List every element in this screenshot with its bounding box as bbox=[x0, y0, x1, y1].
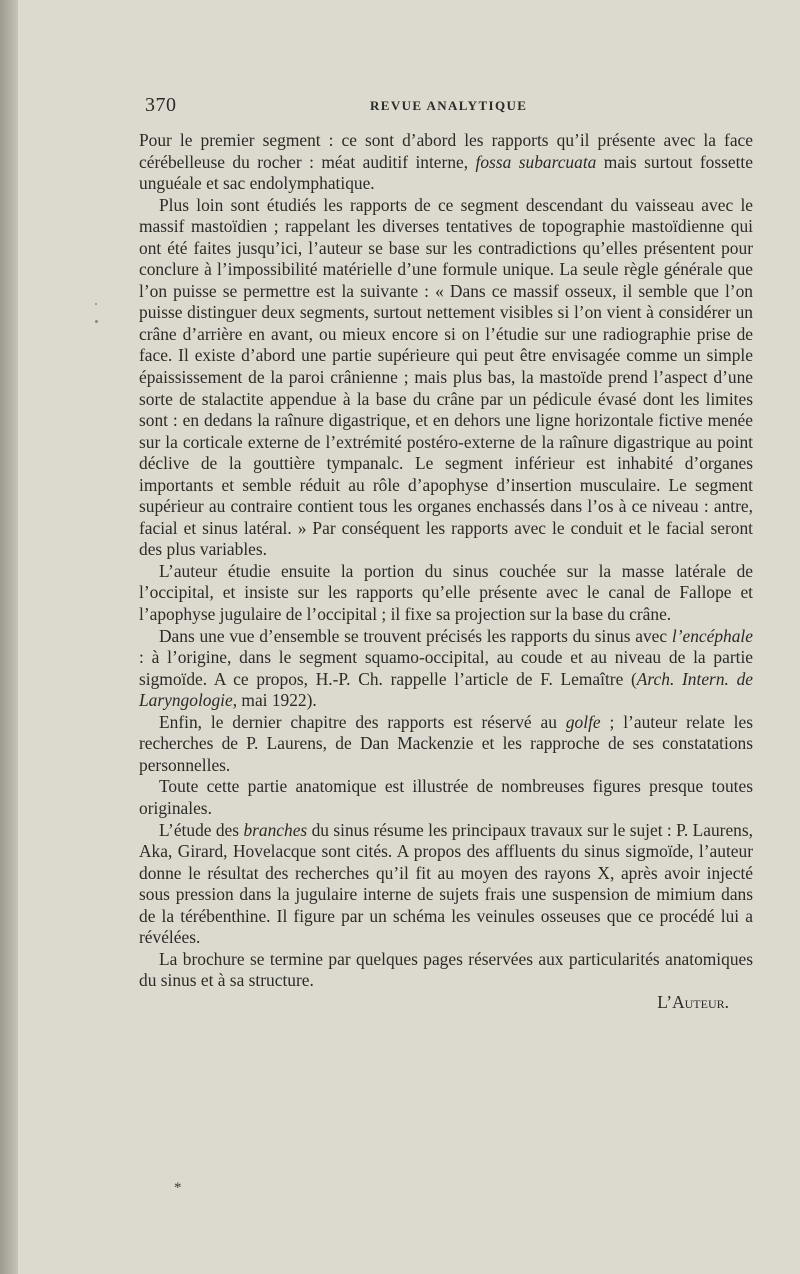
running-title: REVUE ANALYTIQUE bbox=[370, 98, 528, 113]
page-header bbox=[145, 94, 755, 118]
paragraph: La brochure se termine par quelques pages réservées aux particularités anatomiques du sinus et à sa structure. bbox=[139, 948, 753, 991]
paragraph: Pour le premier segment : ce sont d’abord les rapports qu’il présente avec la face cérébelleuse du rocher : méat auditif interne, fossa subarcuata mais surtout fossette unguéale et sac endolymphatique. bbox=[139, 130, 753, 194]
journal-title: Arch. Intern. de Laryngologie bbox=[139, 668, 753, 711]
page-gutter bbox=[0, 0, 18, 1274]
italic-term: branches bbox=[243, 819, 308, 840]
italic-term: l’encéphale bbox=[671, 625, 753, 646]
author-signature: L’Auteur. bbox=[657, 991, 729, 1012]
paragraph: L’auteur étudie ensuite la portion du sinus couchée sur la masse latérale de l’occipital, et insiste sur les rapports qu’elle présente avec le canal de Fallope et l’apophyse jugulaire de l’occipital ; il fixe sa projection sur la base du crâne. bbox=[139, 560, 753, 625]
italic-term: golfe bbox=[565, 711, 601, 732]
footer-mark: * bbox=[174, 1180, 182, 1196]
paragraph: Enfin, le dernier chapitre des rapports est réservé au golfe ; l’auteur relate les recherches de P. Laurens, de Dan Mackenzie et les rapproche de ses constatations personnelles. bbox=[139, 711, 753, 775]
paragraph: L’étude des branches du sinus résume les principaux travaux sur le sujet : P. Laurens, Aka, Girard, Hovelacque sont cités. A propos des affluents du sinus sigmoïde, l’auteur donne le résultat des recherches qu’il fit au moyen des rayons X, après avoir injecté sous pression dans la jugulaire interne de sujets frais une suspension de mimium dans de la térébenthine. Il figure par un schéma les veinules osseuses que ce procédé lui a révélées. bbox=[139, 819, 753, 948]
paper-speck bbox=[95, 320, 98, 323]
paper-speck bbox=[95, 303, 97, 305]
page-number: 370 bbox=[145, 94, 177, 116]
italic-term: fossa subarcuata bbox=[475, 151, 597, 172]
paragraph: Plus loin sont étudiés les rapports de ce segment descendant du vaisseau avec le massif mastoïdien ; rappelant les diverses tentatives de topographie mastoïdienne qui ont été faites jusqu’ici, l’auteur se base sur les contradictions qu’elles présentent pour conclure à l’impossibilité matérielle d’une formule unique. La seule règle générale que l’on puisse se permettre est la suivante : « Dans ce massif osseux, il semble que l’on puisse distinguer deux segments, surtout nettement visibles si l’on vient à considérer un crâne d’arrière en avant, ou mieux encore si on l’étudie sur une radiographie prise de face. Il existe d’abord une partie supérieure qui peut être envisagée comme un simple épaississement de la paroi crânienne ; mais plus bas, la mastoïde prend l’aspect d’une sorte de stalactite appendue à la base du crâne par un pédicule évasé dont les limites sont : en dedans la raînure digastrique, et en dehors une ligne horizontale fictive menée sur la corticale externe de l’extrémité postéro-externe de la raînure digastrique au point déclive de la gouttière tympanalc. Le segment inférieur est inhabité d’organes importants et semble réduit au rôle d’apophyse d’insertion musculaire. Le segment supérieur au contraire contient tous les organes enchassés dans l’os à ce niveau : antre, facial et sinus latéral. » Par conséquent les rapports avec le conduit et le facial seront des plus variables. bbox=[139, 194, 753, 560]
paragraph: Toute cette partie anatomique est illustrée de nombreuses figures presque toutes originales. bbox=[139, 776, 753, 818]
paragraph: Dans une vue d’ensemble se trouvent précisés les rapports du sinus avec l’encéphale : à l’origine, dans le segment squamo-occipital, au coude et au niveau de la partie sigmoïde. A ce propos, H.-P. Ch. rappelle l’article de F. Lemaître (Arch. Intern. de Laryngologie, mai 1922). bbox=[139, 625, 753, 711]
article-body bbox=[139, 130, 753, 1013]
